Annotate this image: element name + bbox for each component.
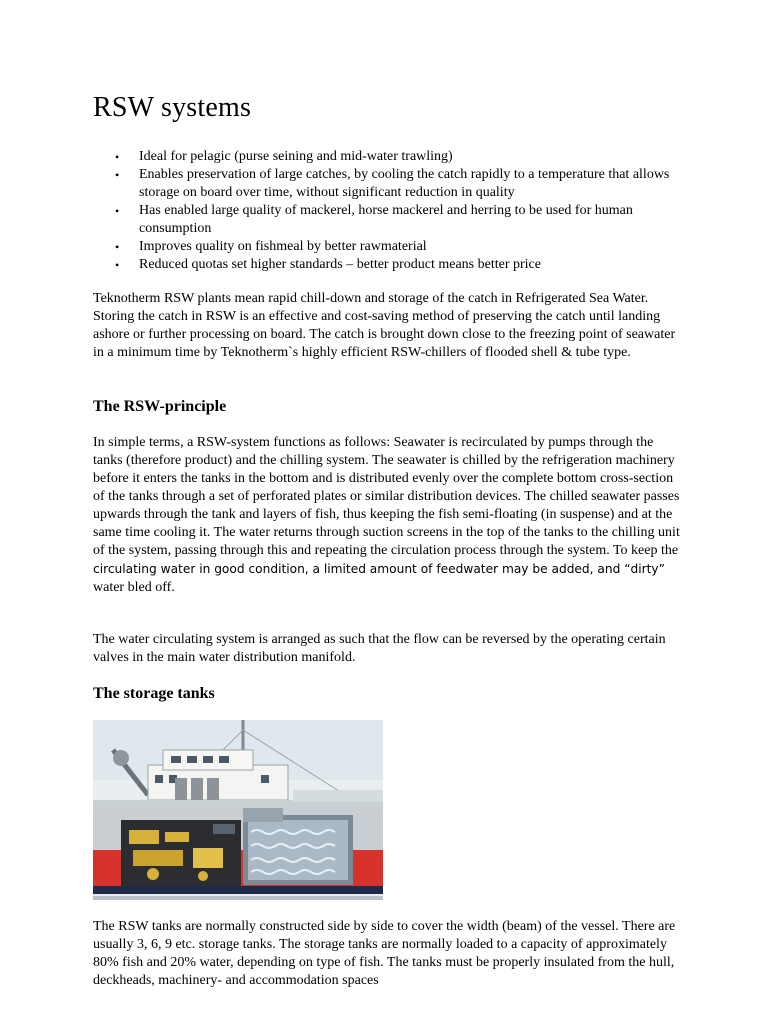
list-item: • Has enabled large quality of mackerel, horse mackerel and herring to be used for human consumption [93, 202, 693, 238]
flow-reversal-paragraph: The water circulating system is arranged as such that the flow can be reversed by the operating certain valves in the main water distribution manifold. [93, 632, 666, 665]
ship-cutaway-image [93, 720, 383, 900]
intro-paragraph: Teknotherm RSW plants mean rapid chill-down and storage of the catch in Refrigerated Sea Water. Storing the catch in RSW is an effective and cost-saving method of preserving the catch until landing ashore or further processing on board. The catch is brought down close to the freezing point of seawater in a minimum time by Teknotherm`s highly efficient RSW-chillers of flooded shell & tube type. [93, 291, 676, 360]
section-heading-principle: The RSW-principle [93, 398, 227, 415]
list-item: • Ideal for pelagic (purse seining and mid-water trawling) [93, 148, 693, 166]
list-item: • Improves quality on fishmeal by better rawmaterial [93, 238, 693, 256]
feature-list [93, 148, 693, 274]
principle-paragraph-main: In simple terms, a RSW-system functions as follows: Seawater is recirculated by pumps through the tanks (therefore product) and the chilling system. The seawater is chilled by the refrigeration machinery before it enters the tanks in the bottom and is distributed evenly over the complete bottom cross-section of the tanks through a set of perforated plates or similar distribution devices. The chilled seawater passes upwards through the tank and layers of fish, thus keeping the fish semi-floating (in suspense) and at the same time cooling it. The water returns through suction screens in the top of the tanks to the chilling unit of the system, passing through this and repeating the circulation process through the system. To keep the [93, 435, 680, 558]
section-heading-storage: The storage tanks [93, 685, 215, 702]
principle-paragraph-tail: circulating water in good condition, a limited amount of feedwater may be added, and “dirty” [93, 562, 665, 576]
list-item: • Enables preservation of large catches, by cooling the catch rapidly to a temperature that allows storage on board over time, without significant reduction in quality [93, 166, 693, 202]
principle-paragraph [93, 434, 683, 597]
page-title: RSW systems [93, 92, 252, 123]
list-item: • Reduced quotas set higher standards – better product means better price [93, 256, 693, 274]
storage-paragraph: The RSW tanks are normally constructed side by side to cover the width (beam) of the vessel. There are usually 3, 6, 9 etc. storage tanks. The storage tanks are normally loaded to a capacity of approximately 80% fish and 20% water, depending on type of fish. The tanks must be properly insulated from the hull, deckheads, machinery- and accommodation spaces [93, 919, 676, 988]
principle-paragraph-end: water bled off. [93, 580, 175, 595]
